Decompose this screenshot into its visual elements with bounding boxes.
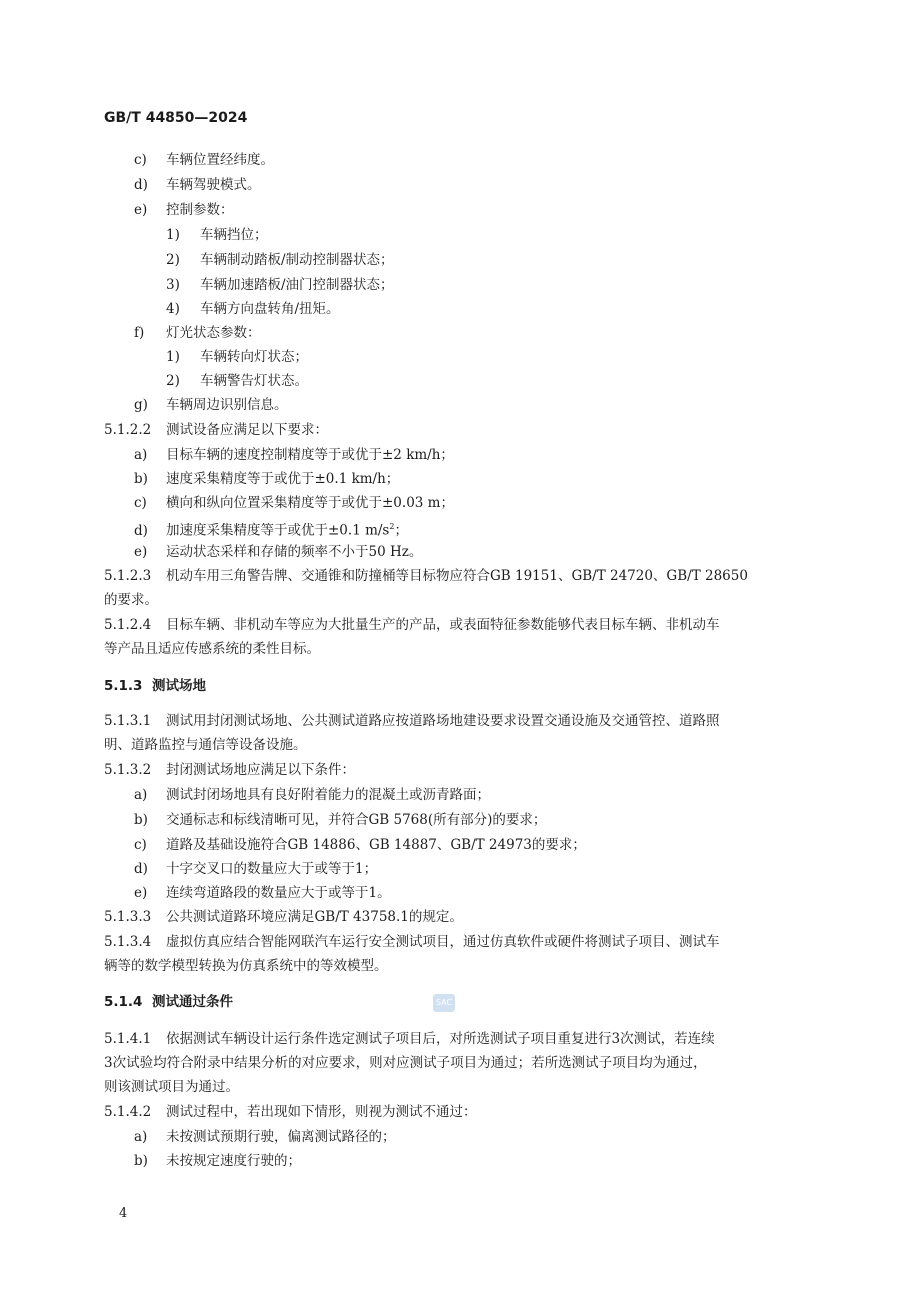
clause-line [104,419,328,441]
line-text: 加速度采集精度等于或优于±0.1 m/s [166,522,390,539]
list-item [134,199,234,221]
list-item [166,274,394,296]
list-item [166,298,340,320]
line-text: 车辆位置经纬度。 [166,152,274,168]
line-text: 车辆挡位； [200,227,268,243]
item-label: 2) [166,373,180,389]
clause-line [104,955,388,977]
line-text: 辆等的数学模型转换为仿真系统中的等效模型。 [104,958,388,974]
clause-line [104,734,307,756]
item-label: 3) [166,277,180,293]
line-text: 则该测试项目为通过。 [104,1079,239,1095]
list-item [134,858,377,880]
item-label: e) [134,202,148,218]
list-item [166,346,308,368]
clause-line [104,1076,239,1098]
clause-line [104,931,720,953]
list-item [134,784,490,806]
item-label: c) [134,152,147,168]
heading-text: 测试通过条件 [152,994,233,1010]
item-label: a) [134,447,148,463]
item-label: b) [134,812,148,828]
list-item [134,882,391,904]
list-item [166,224,268,246]
line-text: 道路及基础设施符合GB 14886、GB 14887、GB/T 24973的要求； [166,837,586,853]
clause-number: 5.1.4 [104,994,143,1010]
line-text: 车辆驾驶模式。 [166,177,261,193]
line-text: 目标车辆、非机动车等应为大批量生产的产品，或表面特征参数能够代表目标车辆、非机动车 [166,617,720,633]
list-item [134,809,546,831]
clause-line [104,710,720,732]
clause-line [104,1101,477,1123]
list-item [134,149,274,171]
line-text: 测试过程中，若出现如下情形，则视为测试不通过： [166,1104,477,1120]
heading-text: 测试场地 [152,678,206,694]
item-label: 2) [166,252,180,268]
line-text: 车辆周边识别信息。 [166,397,288,413]
clause-number: 5.1.3.4 [104,934,152,950]
item-label: e) [134,544,148,560]
item-label: d) [134,861,148,877]
clause-number: 5.1.4.1 [104,1031,152,1047]
list-item [134,322,261,344]
item-label: a) [134,787,148,803]
list-item [166,249,394,271]
line-text: 未按测试预期行驶，偏离测试路径的； [166,1129,396,1145]
clause-number: 5.1.2.2 [104,422,152,438]
standard-header: GB/T 44850—2024 [104,110,248,126]
clause-number: 5.1.2.3 [104,568,152,584]
list-item [134,834,586,856]
item-label: 1) [166,227,180,243]
line-text: 运动状态采样和存储的频率不小于50 Hz。 [166,544,423,560]
clause-number: 5.1.3.1 [104,713,152,729]
clause-line [104,638,320,660]
line-text: 等产品且适应传感系统的柔性目标。 [104,641,320,657]
clause-number: 5.1.4.2 [104,1104,152,1120]
item-label: 1) [166,349,180,365]
line-text: 十字交叉口的数量应大于或等于1； [166,861,378,877]
clause-line [104,759,355,781]
line-text: 车辆加速踏板/油门控制器状态； [200,277,394,293]
superscript: 2 [389,522,395,531]
watermark-logo: SAC [433,994,455,1012]
item-label: d) [134,177,148,193]
line-text: 3次试验均符合附录中结果分析的对应要求，则对应测试子项目为通过；若所选测试子项目均为通过， [104,1055,707,1071]
page-number: 4 [119,1206,128,1221]
line-text: 车辆警告灯状态。 [200,373,308,389]
section-heading [104,991,233,1013]
line-text: 虚拟仿真应结合智能网联汽车运行安全测试项目，通过仿真软件或硬件将测试子项目、测试车 [166,934,720,950]
clause-line [104,906,463,928]
item-label: f) [134,325,145,341]
clause-number: 5.1.3 [104,678,143,694]
list-item [134,444,454,466]
list-item [134,174,261,196]
item-label: c) [134,837,147,853]
item-label: e) [134,885,148,901]
clause-number: 5.1.3.2 [104,762,152,778]
clause-line [104,565,748,587]
item-label: g) [134,397,148,413]
line-text: 横向和纵向位置采集精度等于或优于±0.03 m； [166,495,454,511]
line-text: 控制参数： [166,202,234,218]
list-item [134,1150,301,1172]
list-item [166,370,308,392]
clause-line [104,1052,707,1074]
line-text: 测试用封闭测试场地、公共测试道路应按道路场地建设要求设置交通设施及交通管控、道路照 [166,713,720,729]
line-text: 灯光状态参数： [166,325,261,341]
line-text: 机动车用三角警告牌、交通锥和防撞桶等目标物应符合GB 19151、GB/T 24720、GB/T 28650 [166,568,748,584]
line-text: 封闭测试场地应满足以下条件： [166,762,355,778]
item-label: c) [134,495,147,511]
list-item [134,492,454,514]
line-text: 车辆转向灯状态； [200,349,308,365]
clause-line [104,1028,715,1050]
clause-number: 5.1.2.4 [104,617,152,633]
item-label: 4) [166,301,180,317]
line-text: 连续弯道路段的数量应大于或等于1。 [166,885,391,901]
list-item [134,468,399,490]
list-item [134,394,288,416]
item-label: b) [134,1153,148,1169]
line-text: 测试封闭场地具有良好附着能力的混凝土或沥青路面； [166,787,490,803]
clause-line [104,589,158,611]
item-label: b) [134,471,148,487]
list-item [134,541,422,563]
item-label: a) [134,1129,148,1145]
line-text: 的要求。 [104,592,158,608]
line-text: 目标车辆的速度控制精度等于或优于±2 km/h； [166,447,454,463]
line-text: 车辆方向盘转角/扭矩。 [200,301,340,317]
line-text: 车辆制动踏板/制动控制器状态； [200,252,394,268]
line-text: 依据测试车辆设计运行条件选定测试子项目后，对所选测试子项目重复进行3次测试，若连续 [166,1031,715,1047]
list-item [134,1126,396,1148]
line-text: 测试设备应满足以下要求： [166,422,328,438]
line-text: 公共测试道路环境应满足GB/T 43758.1的规定。 [166,909,463,925]
section-heading [104,675,206,697]
line-text: 交通标志和标线清晰可见，并符合GB 5768(所有部分)的要求； [166,812,547,828]
line-text: 未按规定速度行驶的； [166,1153,301,1169]
item-label: d) [134,522,148,539]
punctuation: ； [394,522,408,539]
clause-number: 5.1.3.3 [104,909,152,925]
line-text: 速度采集精度等于或优于±0.1 km/h； [166,471,400,487]
line-text: 明、道路监控与通信等设备设施。 [104,737,307,753]
clause-line [104,614,720,636]
list-item [134,516,408,542]
